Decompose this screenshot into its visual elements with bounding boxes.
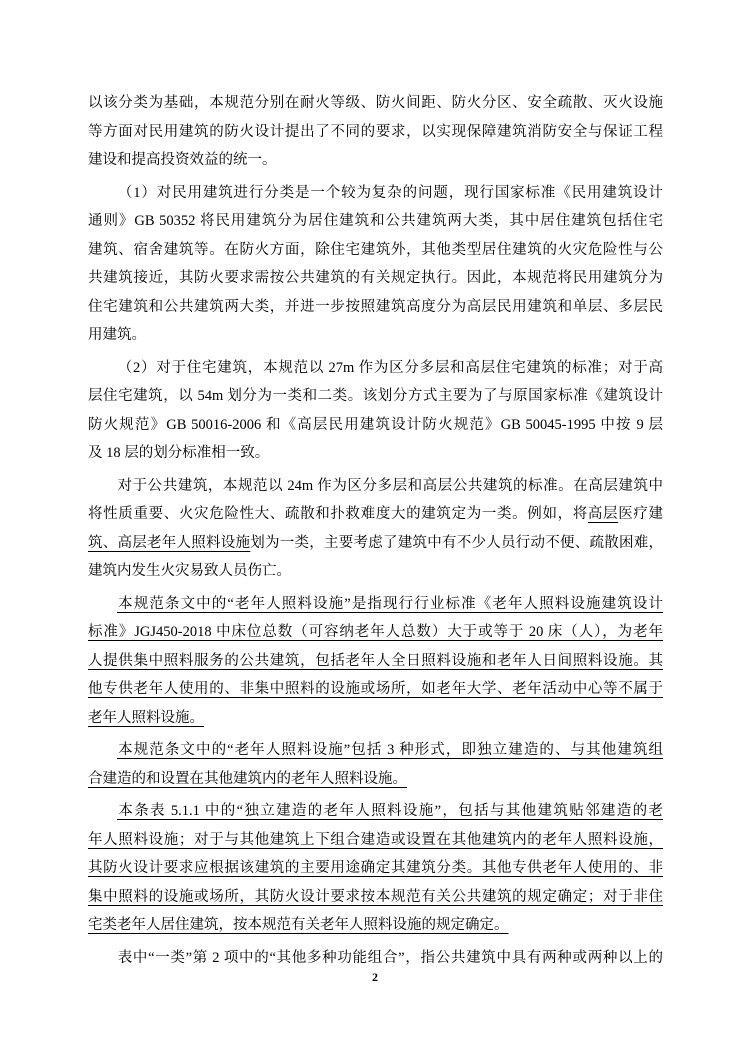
text-run: 高层 <box>587 506 619 522</box>
text-run: 建设和提高投资效益的统一。 <box>88 152 277 168</box>
text-line <box>88 590 663 619</box>
text-run: 其防火设计要求应根据该建筑的主要用途确定其建筑分类。其他专供老年人使用的、非 <box>88 860 663 876</box>
text-run: 本规范条文中的“老年人照料设施”包括 3 种形式，即独立建造的、与其他建筑组 <box>117 742 663 758</box>
text-run: 本规范条文中的“老年人照料设施”是指现行行业标准《老年人照料设施建筑设计 <box>117 595 663 612</box>
text-run: 住宅建筑和公共建筑两大类，并进一步按照建筑高度分为高层民用建筑和单层、多层民 <box>88 298 663 315</box>
text-run: 等方面对民用建筑的防火设计提出了不同的要求，以实现保障建筑消防安全与保证工程 <box>88 123 663 140</box>
text-line <box>88 146 663 175</box>
text-line <box>88 557 663 586</box>
text-line <box>88 411 663 440</box>
text-line <box>88 207 663 236</box>
text-line <box>88 911 663 940</box>
text-line <box>88 321 663 350</box>
text-line <box>88 765 663 794</box>
text-run: 本条表 5.1.1 中的“独立建造的老年人照料设施”，包括与其他建筑贴邻建造的老 <box>117 803 663 819</box>
text-run: 老年人照料设施。 <box>88 709 204 726</box>
text-run: 防火规范》GB 50016-2006 和《高层民用建筑设计防火规范》GB 50045-1995 中按 9 层 <box>88 416 663 433</box>
text-line <box>88 826 663 855</box>
text-line <box>88 472 663 501</box>
text-run: （2）对于住宅建筑，本规范以 27m 作为区分多层和高层住宅建筑的标准；对于高 <box>117 359 663 376</box>
text-run: 建筑、宿舍建筑等。在防火方面，除住宅建筑外，其他类型居住建筑的火灾危险性与公 <box>88 241 663 258</box>
text-line <box>88 529 663 558</box>
text-line <box>88 797 663 826</box>
text-run: 用建筑。 <box>88 327 146 343</box>
text-run: 标准》JGJ450-2018 中床位总数（可容纳老年人总数）大于或等于 20 床（人），为老年 <box>88 624 663 640</box>
page-number: 2 <box>372 970 378 984</box>
text-run: 对于公共建筑，本规范以 24m 作为区分多层和高层公共建筑的标准。在高层建筑中 <box>117 477 663 494</box>
text-run: （1）对民用建筑进行分类是一个较为复杂的问题，现行国家标准《民用建筑设计 <box>117 184 663 201</box>
text-line <box>88 118 663 147</box>
text-line <box>88 354 663 383</box>
text-run: 集中照料的设施或场所，其防火设计要求按本规范有关公共建筑的规定确定；对于非住 <box>88 888 663 905</box>
text-line <box>88 179 663 208</box>
text-line <box>88 236 663 265</box>
text-run: 及 18 层的划分标准相一致。 <box>88 445 270 461</box>
text-run: 筑、高层老年人照料设施 <box>88 534 251 551</box>
text-line <box>88 618 663 647</box>
text-run: 通则》GB 50352 将民用建筑分为居住建筑和公共建筑两大类，其中居住建筑包括住宅 <box>88 213 663 229</box>
text-line <box>88 500 663 529</box>
document-body <box>88 89 663 972</box>
text-line <box>88 704 663 733</box>
text-run: 共建筑接近，其防火要求需按公共建筑的有关规定执行。因此，本规范将民用建筑分为 <box>88 270 663 286</box>
text-run: 层住宅建筑，以 54m 划分为一类和二类。该划分方式主要为了与原国家标准《建筑设计 <box>88 388 663 404</box>
text-run: 划为一类，主要考虑了建筑中有不少人员行动不便、疏散困难， <box>250 534 663 551</box>
text-line <box>88 647 663 676</box>
text-run: 合建造的和设置在其他建筑内的老年人照料设施。 <box>88 770 407 787</box>
text-line <box>88 439 663 468</box>
text-line <box>88 944 663 973</box>
text-line <box>88 293 663 322</box>
text-run: 建筑内发生火灾易致人员伤亡。 <box>88 563 291 579</box>
text-run: 人提供集中照料服务的公共建筑，包括老年人全日照料设施和老年人日间照料设施。其 <box>88 652 663 669</box>
text-run: 年人照料设施；对于与其他建筑上下组合建造或设置在其他建筑内的老年人照料设施， <box>88 831 663 848</box>
text-line <box>88 264 663 293</box>
text-run: 以该分类为基础，本规范分别在耐火等级、防火间距、防火分区、安全疏散、灭火设施 <box>88 95 663 111</box>
text-line <box>88 675 663 704</box>
text-line <box>88 89 663 118</box>
text-line <box>88 382 663 411</box>
text-run: 将性质重要、火灾危险性大、疏散和扑救难度大的建筑定为一类。例如，将 <box>88 506 588 522</box>
text-run: 表中“一类”第 2 项中的“其他多种功能组合”，指公共建筑中具有两种或两种以上的 <box>117 949 663 966</box>
text-run: 他专供老年人使用的、非集中照料的设施或场所，如老年大学、老年活动中心等不属于 <box>88 681 663 697</box>
text-line <box>88 883 663 912</box>
text-line <box>88 736 663 765</box>
text-run: 宅类老年人居住建筑，按本规范有关老年人照料设施的规定确定。 <box>88 917 509 933</box>
text-line <box>88 854 663 883</box>
text-run: 医疗建 <box>618 506 663 522</box>
